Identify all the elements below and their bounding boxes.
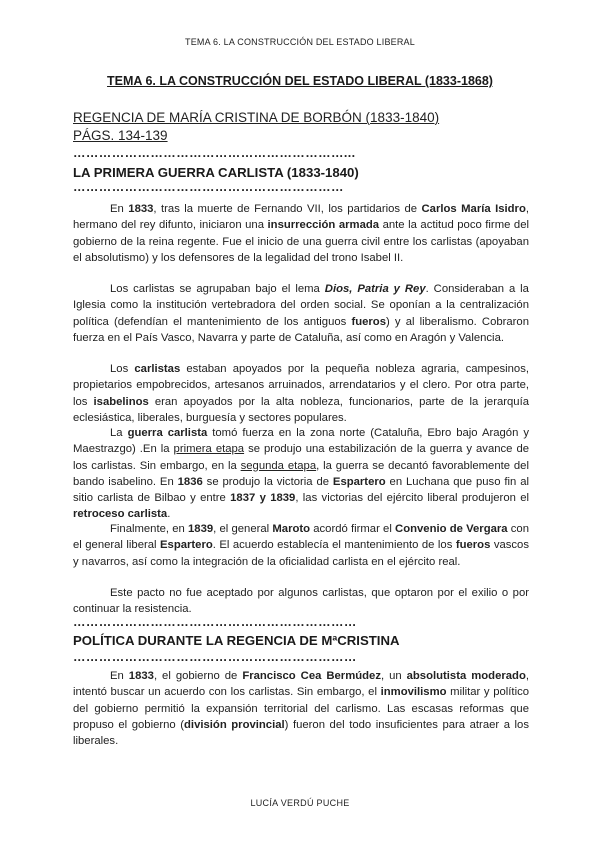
dotted-separator: ………………………………………………………	[73, 180, 344, 194]
footer-author: LUCÍA VERDÚ PUCHE	[250, 798, 350, 808]
paragraph: Finalmente, en 1839, el general Maroto acordó firmar el Convenio de Vergara con el general liberal Espartero. El acuerdo establecía el mantenimiento de los fueros vascos y navarros, así como la integración de la oficialidad carlista en el ejército real.	[73, 523, 529, 568]
dotted-separator: ………………………………………………………...	[73, 146, 356, 160]
paragraph: Este pacto no fue aceptado por algunos carlistas, que optaron por el exilio o por continuar la resistencia.	[73, 587, 529, 616]
section-heading-primera-guerra: LA PRIMERA GUERRA CARLISTA (1833-1840)	[73, 165, 359, 180]
running-header: TEMA 6. LA CONSTRUCCIÓN DEL ESTADO LIBERAL	[185, 37, 415, 47]
subtitle-regencia: REGENCIA DE MARÍA CRISTINA DE BORBÓN (1833-1840)	[73, 110, 440, 125]
subtitle-pages: PÁGS. 134-139	[73, 128, 168, 143]
paragraph: Los carlistas se agrupaban bajo el lema Dios, Patria y Rey. Consideraban a la Iglesia como la institución vertebradora del orden social. Se oponían a la centralización política (defendían el mantenimiento de los antiguos fueros) y al liberalismo. Cobraron fuerza en el País Vasco, Navarra y parte de Cataluña, así como en Aragón y Valencia.	[73, 283, 530, 344]
dotted-separator: …………………………………………………………	[73, 650, 357, 664]
paragraph: La guerra carlista tomó fuerza en la zona norte (Cataluña, Ebro bajo Aragón y Maestrazgo) .En la primera etapa se produjo una estabilización de la guerra y avance de los carlistas. Sin embargo, en la segunda etapa, la guerra se decantó favorablemente del bando isabelino. En 1836 se produjo la victoria de Espartero en Luchana que puso fin al sitio carlista de Bilbao y entre 1837 y 1839, las victorias del ejército liberal produjeron el retroceso carlista.	[73, 427, 530, 521]
document-title: TEMA 6. LA CONSTRUCCIÓN DEL ESTADO LIBERAL (1833-1868)	[107, 74, 493, 88]
paragraph: En 1833, tras la muerte de Fernando VII, los partidarios de Carlos María Isidro, hermano del rey difunto, iniciaron una insurrección armada ante la actitud poco firme del gobierno de la reina regente. Fue el inicio de una guerra civil entre los carlistas (apoyaban el absolutismo) y los defensores de la legalidad del trono Isabel II.	[73, 203, 529, 264]
section-heading-politica-regencia: POLÍTICA DURANTE LA REGENCIA DE MªCRISTINA	[73, 633, 400, 648]
dotted-separator: …………………………………………………………	[73, 615, 357, 629]
paragraph: Los carlistas estaban apoyados por la pequeña nobleza agraria, campesinos, propietarios empobrecidos, artesanos arruinados, arrendatarios y el clero. Por otra parte, los isabelinos eran apoyados por la alta nobleza, funcionarios, parte de la jerarquía eclesiástica, liberales, burguesía y sectores populares.	[73, 363, 530, 424]
paragraph: En 1833, el gobierno de Francisco Cea Bermúdez, un absolutista moderado, intentó buscar un acuerdo con los carlistas. Sin embargo, el inmovilismo militar y político del gobierno permitió la expansión territorial del carlismo. Las escasas reformas que propuso el gobierno (división provincial) fueron del todo insuficientes para atraer a los liberales.	[73, 670, 530, 748]
